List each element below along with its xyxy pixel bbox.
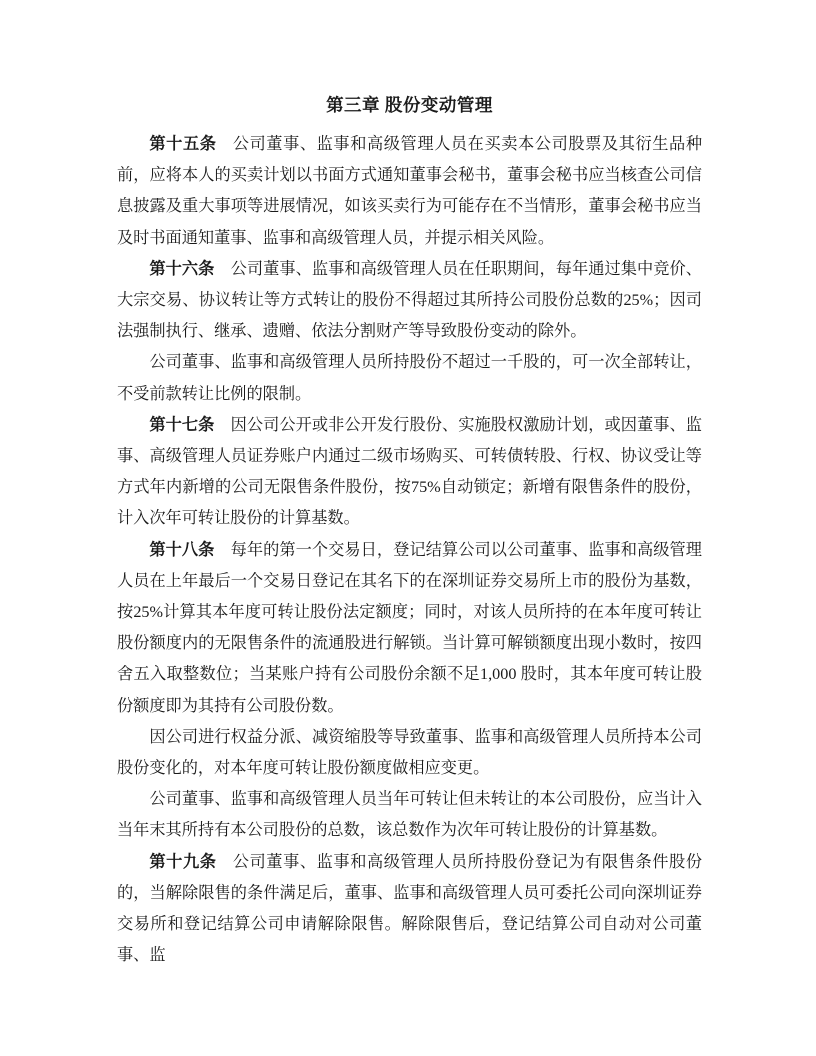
article-17-label: 第十七条	[149, 415, 215, 434]
paragraph-article-19	[117, 847, 702, 972]
paragraph-article-15	[117, 129, 702, 254]
article-19-label: 第十九条	[149, 852, 217, 871]
article-18-clause-3-text: 公司董事、监事和高级管理人员当年可转让但未转让的本公司股份，应当计入当年末其所持有本公司股份的总数，该总数作为次年可转让股份的计算基数。	[117, 790, 702, 840]
chapter-title: 第三章 股份变动管理	[326, 95, 493, 115]
article-16-clause-2-text: 公司董事、监事和高级管理人员所持股份不超过一千股的，可一次全部转让，不受前款转让比例的限制。	[117, 353, 702, 403]
article-16-text: 公司董事、监事和高级管理人员在任职期间，每年通过集中竞价、大宗交易、协议转让等方式转让的股份不得超过其所持公司股份总数的25%；因司法强制执行、继承、遗赠、依法分割财产等导致股份变动的除外。	[117, 259, 702, 341]
article-18-clause-2-text: 因公司进行权益分派、减资缩股等导致董事、监事和高级管理人员所持本公司股份变化的，对本年度可转让股份额度做相应变更。	[117, 727, 702, 778]
paragraph-article-16-clause-2	[117, 347, 702, 409]
document-body	[117, 129, 702, 971]
paragraph-article-18	[117, 535, 702, 722]
article-16-label: 第十六条	[149, 259, 215, 278]
article-17-text: 因公司公开或非公开发行股份、实施股权激励计划，或因董事、监事、高级管理人员证券账户内通过二级市场购买、可转债转股、行权、协议受让等方式年内新增的公司无限售条件股份，按75%自动锁定；新增有限售条件的股份，计入次年可转让股份的计算基数。	[117, 415, 702, 528]
article-18-label: 第十八条	[149, 540, 215, 559]
paragraph-article-16	[117, 254, 702, 348]
article-15-label: 第十五条	[149, 135, 217, 153]
paragraph-article-18-clause-3	[117, 784, 702, 846]
article-19-text: 公司董事、监事和高级管理人员所持股份登记为有限售条件股份的，当解除限售的条件满足后，董事、监事和高级管理人员可委托公司向深圳证券交易所和登记结算公司申请解除限售。解除限售后，登记结算公司自动对公司董事、监	[117, 852, 703, 965]
article-18-text: 每年的第一个交易日，登记结算公司以公司董事、监事和高级管理人员在上年最后一个交易日登记在其名下的在深圳证券交易所上市的股份为基数，按25%计算其本年度可转让股份法定额度；同时，对该人员所持的在本年度可转让股份额度内的无限售条件的流通股进行解锁。当计算可解锁额度出现小数时，按四舍五入取整数位；当某账户持有公司股份余额不足1,000 股时，其本年度可转让股份额度即为其持有公司股份数。	[117, 540, 702, 715]
paragraph-article-17	[117, 410, 702, 535]
article-15-text: 公司董事、监事和高级管理人员在买卖本公司股票及其衍生品种前，应将本人的买卖计划以书面方式通知董事会秘书，董事会秘书应当核查公司信息披露及重大事项等进展情况，如该买卖行为可能存在不当情形，董事会秘书应当及时书面通知董事、监事和高级管理人员，并提示相关风险。	[117, 135, 703, 247]
paragraph-article-18-clause-2	[117, 722, 702, 784]
